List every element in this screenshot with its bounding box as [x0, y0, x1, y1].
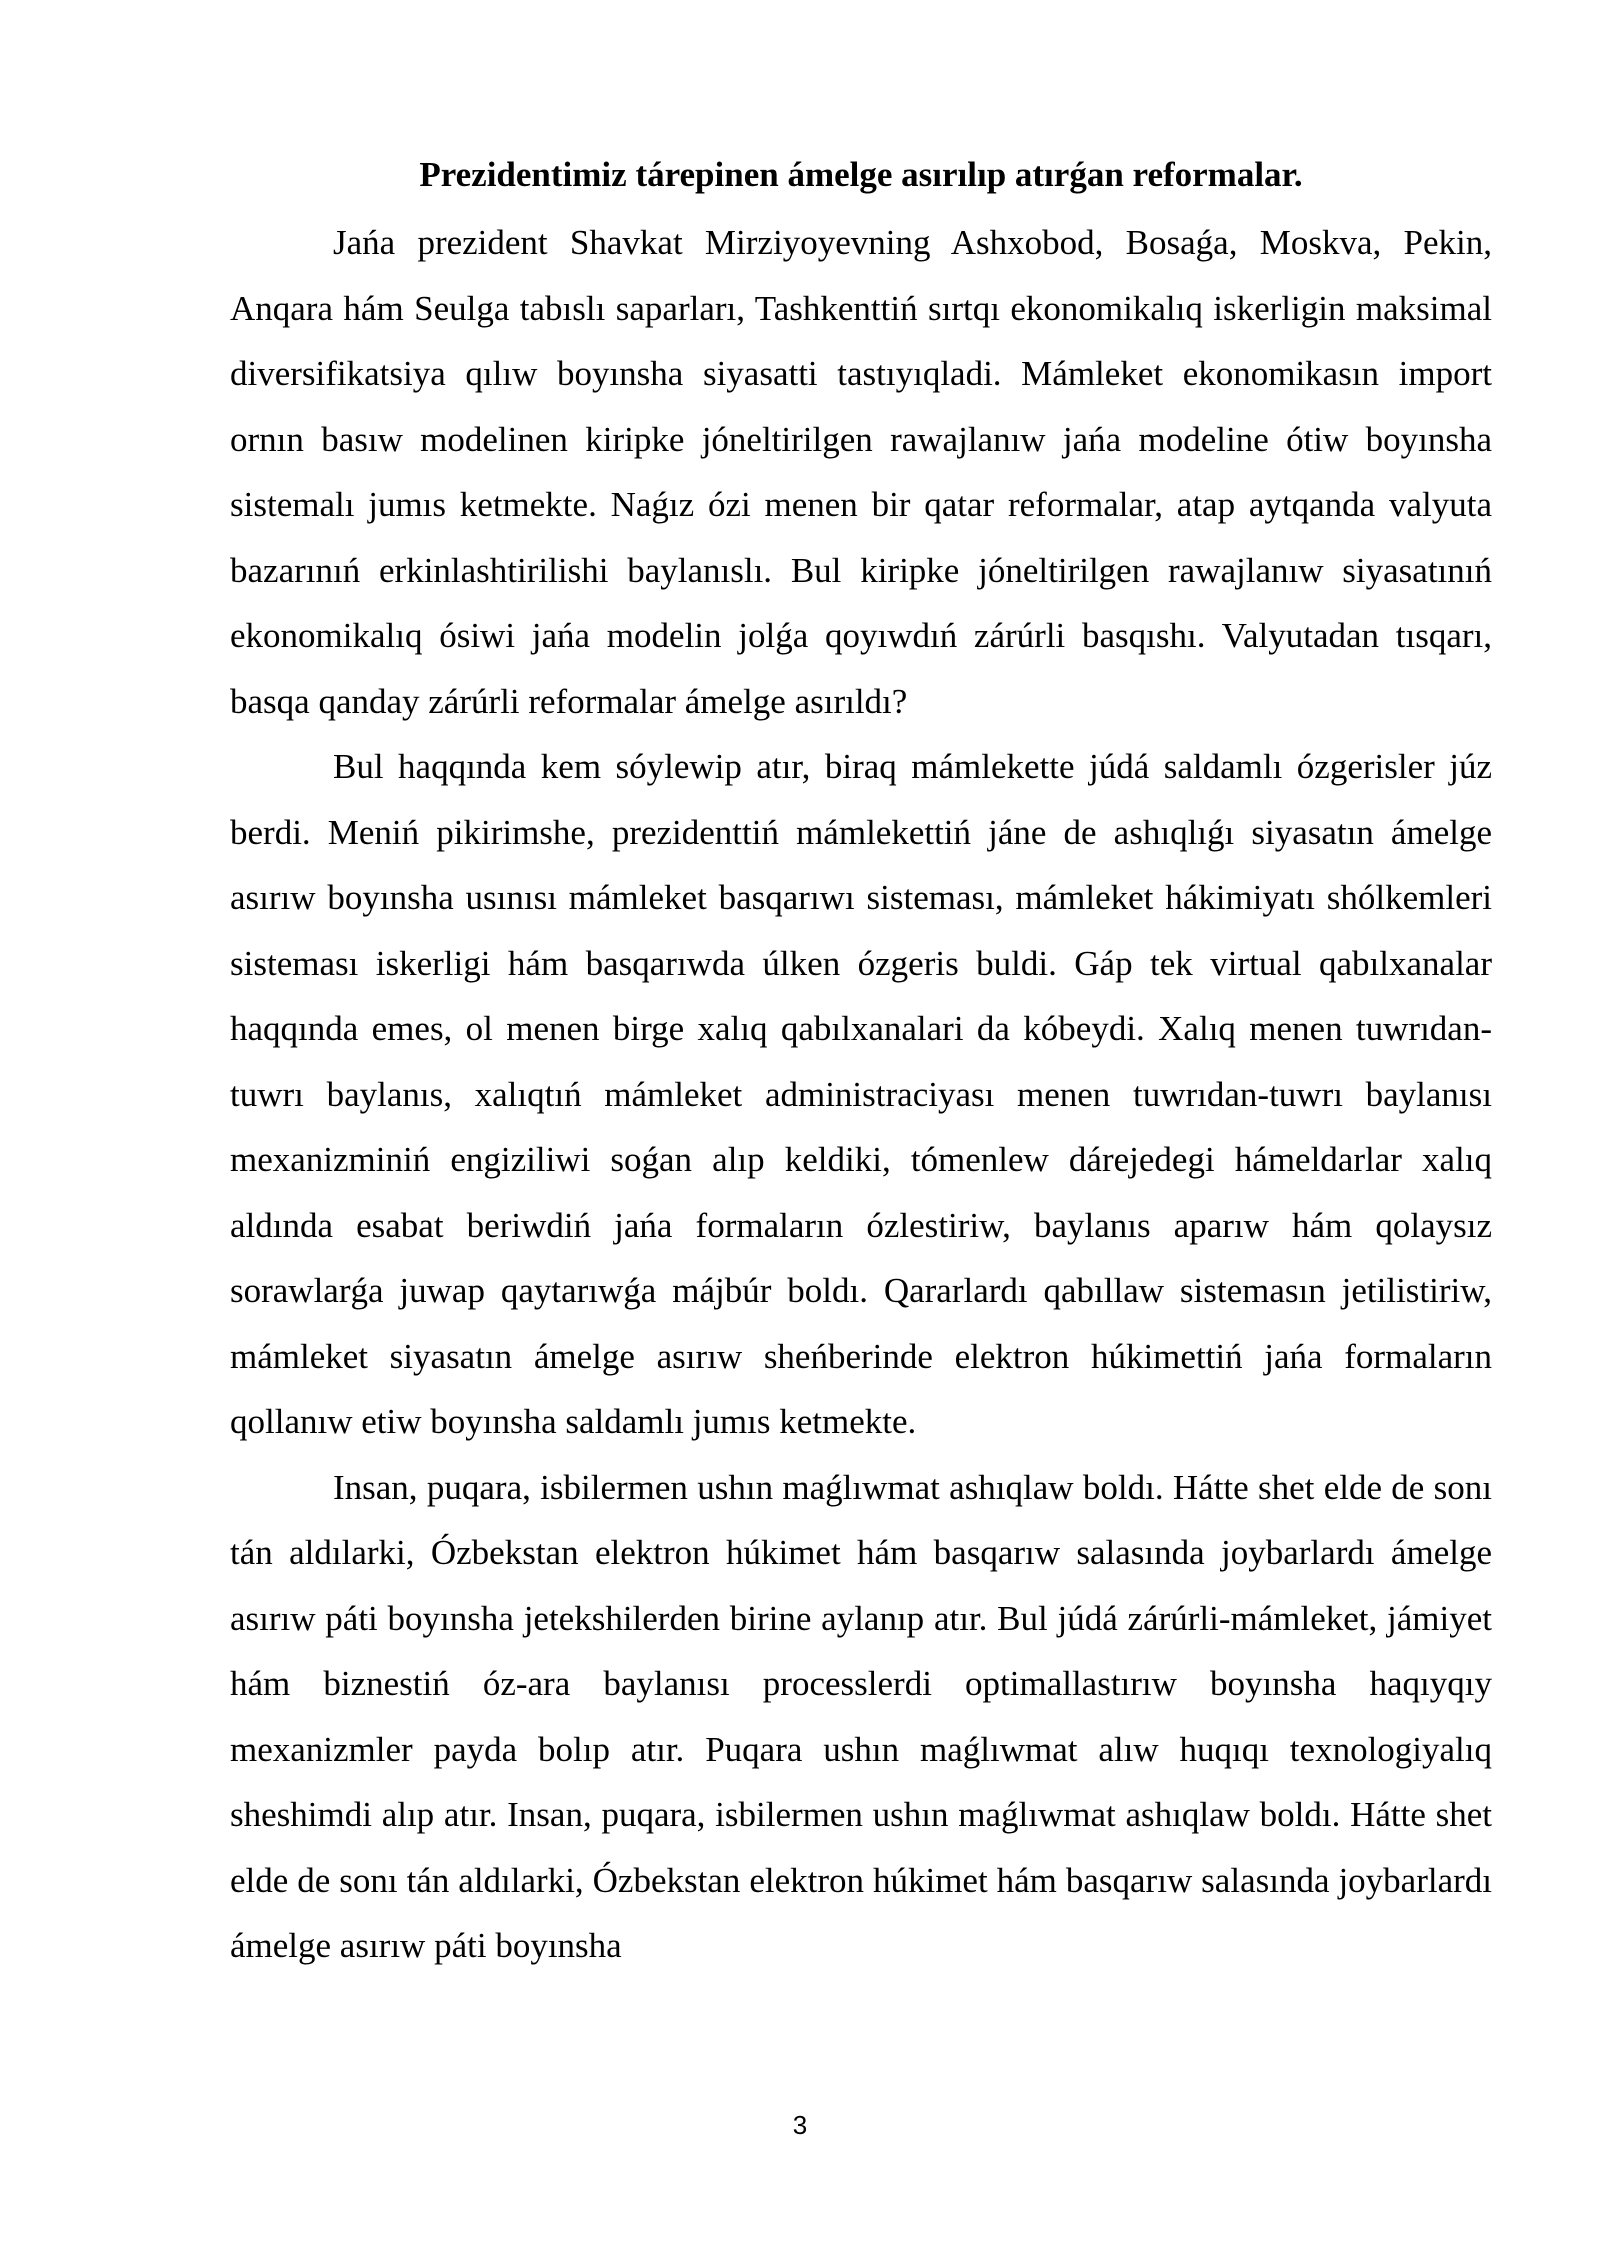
paragraph-3: Insan, puqara, isbilermen ushın maǵlıwmat ashıqlaw boldı. Hátte shet elde de sonı tán aldılarki, Ózbekstan elektron húkimet hám basqarıw salasında joybarlardı ámelge asırıw páti boyınsha jetekshilerden birine aylanıp atır. Bul júdá zárúrli-mámleket, jámiyet hám biznestiń óz-ara baylanısı processlerdi optimallastırıw boyınsha haqıyqıy mexanizmler payda bolıp atır. Puqara ushın maǵlıwmat alıw huqıqı texnologiyalıq sheshimdi alıp atır. Insan, puqara, isbilermen ushın maǵlıwmat ashıqlaw boldı. Hátte shet elde de sonı tán aldılarki, Ózbekstan elektron húkimet hám basqarıw salasında joybarlardı ámelge asırıw páti boyınsha	[230, 1467, 1492, 1965]
page-number: 3	[792, 2110, 808, 2140]
paragraph-1: Jańa prezident Shavkat Mirziyoyevning Ashxobod, Bosaǵa, Moskva, Pekin, Anqara hám Seulga tabıslı saparları, Tashkenttiń sırtqı ekonomikalıq iskerligin maksimal diversifikatsiya qılıw boyınsha siyasatti tastıyıqladi. Mámleket ekonomikasın import ornın basıw modelinen kiripke jóneltirilgen rawajlanıw jańa modeline ótiw boyınsha sistemalı jumıs ketmekte. Naǵız ózi menen bir qatar reformalar, atap aytqanda valyuta bazarınıń erkinlashtirilishi baylanıslı. Bul kiripke jóneltirilgen rawajlanıw siyasatınıń ekonomikalıq ósiwi jańa modelin jolǵa qoyıwdıń zárúrli basqıshı. Valyutadan tısqarı, basqa qanday zárúrli reformalar ámelge asırıldı?	[230, 223, 1492, 721]
document-body	[230, 148, 1492, 1979]
page-title: Prezidentimiz tárepinen ámelge asırılıp atırǵan reformalar.	[419, 155, 1303, 194]
paragraph-2: Bul haqqında kem sóylewip atır, biraq mámlekette júdá saldamlı ózgerisler júz berdi. Meniń pikirimshe, prezidenttiń mámlekettiń jáne de ashıqlıǵı siyasatın ámelge asırıw boyınsha usınısı mámleket basqarıwı sisteması, mámleket hákimiyatı shólkemleri sisteması iskerligi hám basqarıwda úlken ózgeris buldi. Gáp tek virtual qabılxanalar haqqında emes, ol menen birge xalıq qabılxanalari da kóbeydi. Xalıq menen tuwrıdan-tuwrı baylanıs, xalıqtıń mámleket administraciyası menen tuwrıdan-tuwrı baylanısı mexanizminiń engiziliwi soǵan alıp keldiki, tómenlew dárejedegi hámeldarlar xalıq aldında esabat beriwdiń jańa formaların ózlestiriw, baylanıs aparıw hám qolaysız sorawlarǵa juwap qaytarıwǵa májbúr boldı. Qararlardı qabıllaw sistemasın jetilistiriw, mámleket siyasatın ámelge asırıw sheńberinde elektron húkimettiń jańa formaların qollanıw etiw boyınsha saldamlı jumıs ketmekte.	[230, 747, 1492, 1441]
